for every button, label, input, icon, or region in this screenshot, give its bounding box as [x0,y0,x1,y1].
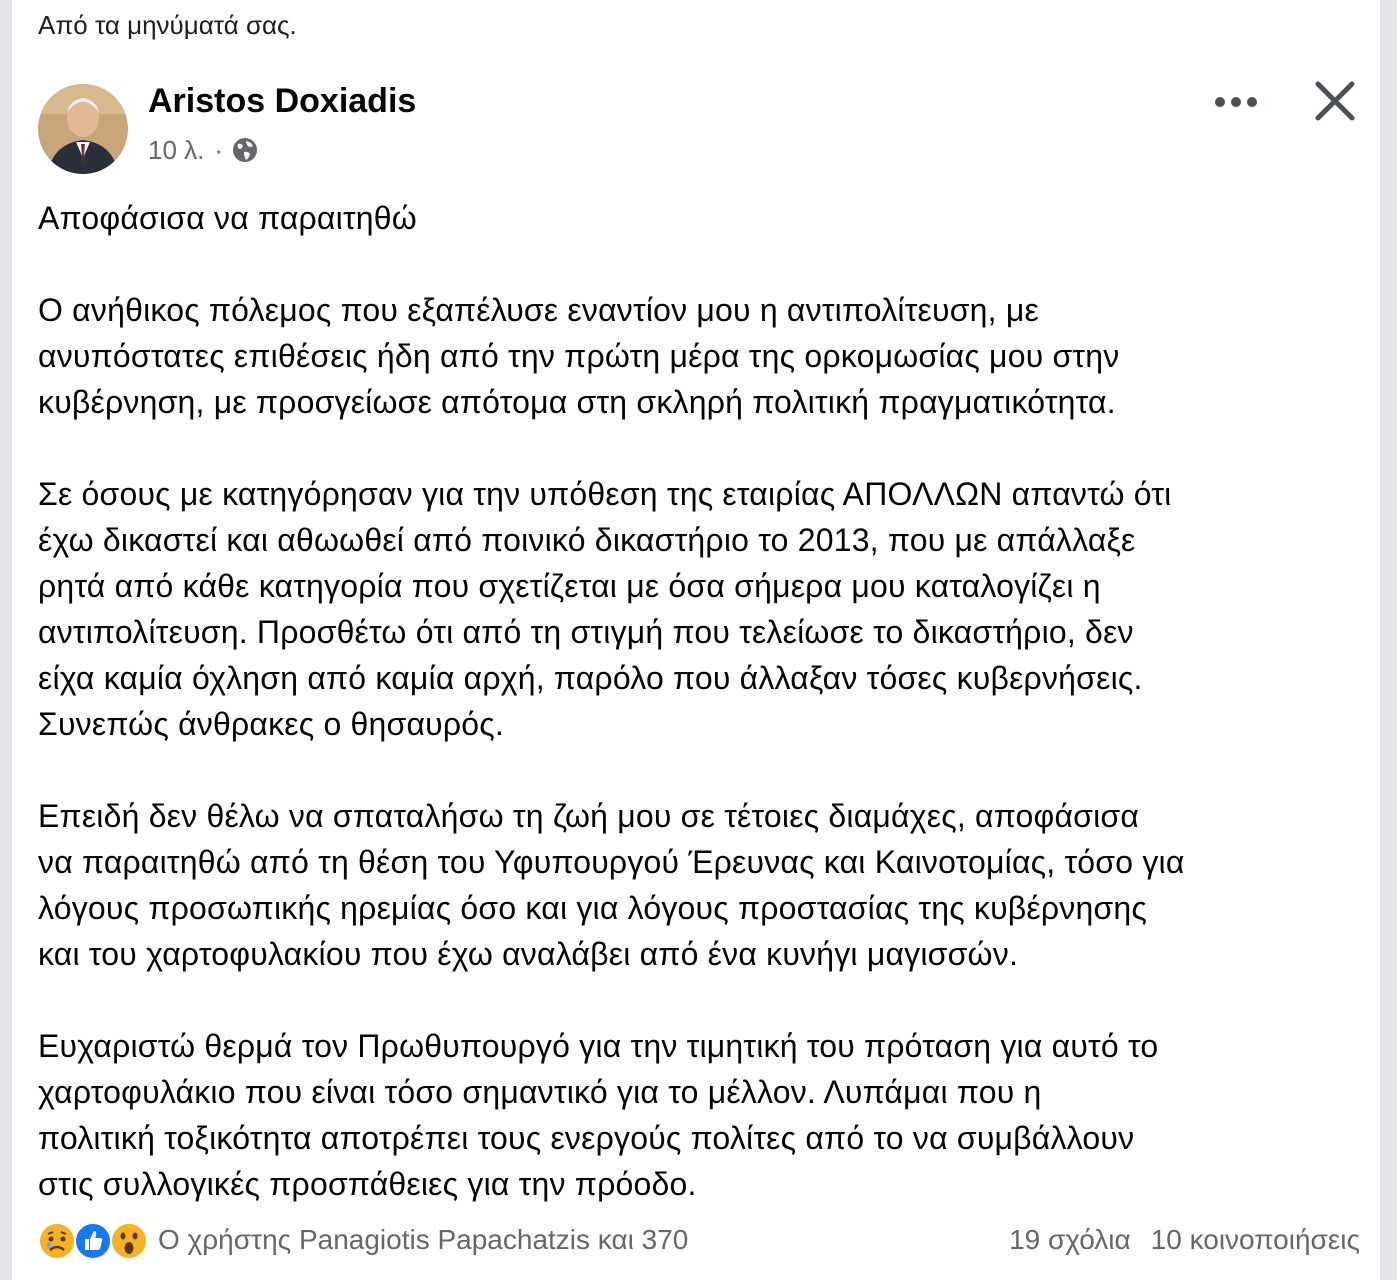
post-paragraph: Ευχαριστώ θερμά τον Πρωθυπουργό για την τιμητική του πρόταση για αυτό το χαρτοφυλάκιο που είναι τόσο σημαντικό για το μέλλον. Λυπάμαι που η πολιτική τοξικότητα αποτρέπει τους ενεργούς πολίτες από το να συμβάλλουν στις συλλογικές προσπάθειες για την πρόοδο. [38,1028,1159,1202]
shares-count[interactable]: 10 κοινοποιήσεις [1150,1224,1360,1255]
context-text: Από τα μηνύματά σας. [38,10,297,40]
comments-count[interactable]: 19 σχόλια [1009,1224,1131,1255]
post-paragraph: Σε όσους με κατηγόρησαν για την υπόθεση της εταιρίας ΑΠΟΛΛΩΝ απαντώ ότι έχω δικαστεί και αθωωθεί από ποινικό δικαστήριο το 2013, που με απάλλαξε ρητά από κάθε κατηγορία που σχετίζεται με όσα σήμερα μου καταλογίζει η αντιπολίτευση. Προσθέτω ότι από τη στιγμή που τελείωσε το δικαστήριο, δεν είχα καμία όχληση από καμία αρχή, παρόλο που άλλαξαν τόσες κυβερνήσεις. Συνεπώς άνθρακες ο θησαυρός. [38,476,1172,742]
more-dots-icon [1214,96,1258,108]
post-paragraph: Επειδή δεν θέλω να σπαταλήσω τη ζωή μου σε τέτοιες διαμάχες, αποφάσισα να παραιτηθώ από τη θέση του Υφυπουργού Έρευνας και Καινοτομίας, τόσο για λόγους προσωπικής ηρεμίας όσο και για λόγους προστασίας της κυβέρνησης και του χαρτοφυλακίου που έχω αναλάβει από ένα κυνήγι μαγισσών. [38,798,1185,972]
avatar-photo [38,84,128,174]
post-body [38,195,1360,1253]
meta-separator: · [214,134,224,165]
post-card [12,0,1380,1280]
close-icon [1312,78,1358,124]
post-meta [148,132,259,168]
author-avatar[interactable] [38,84,128,174]
engagement-counts [1009,1224,1360,1256]
post-time[interactable]: 10 λ. [148,134,205,165]
like-reaction-icon [74,1222,112,1260]
author-name[interactable]: Aristos Doxiadis [148,82,417,120]
reaction-icons[interactable] [38,1222,150,1260]
sad-reaction-icon [38,1222,76,1260]
wow-reaction-icon [110,1222,148,1260]
reactions-bar [38,1218,1360,1264]
globe-icon [231,136,259,164]
post-paragraph: Αποφάσισα να παραιτηθώ [38,200,417,236]
post-paragraph: Ο ανήθικος πόλεμος που εξαπέλυσε εναντίον μου η αντιπολίτευση, με ανυπόστατες επιθέσεις ήδη από την πρώτη μέρα της ορκομωσίας μου στην κυβέρνηση, με προσγείωσε απότομα στη σκληρή πολιτική πραγματικότητα. [38,292,1120,420]
close-button[interactable] [1312,78,1358,124]
more-options-button[interactable] [1208,84,1264,120]
reactions-summary[interactable]: Ο χρήστης Panagiotis Papachatzis και 370 [158,1224,689,1255]
